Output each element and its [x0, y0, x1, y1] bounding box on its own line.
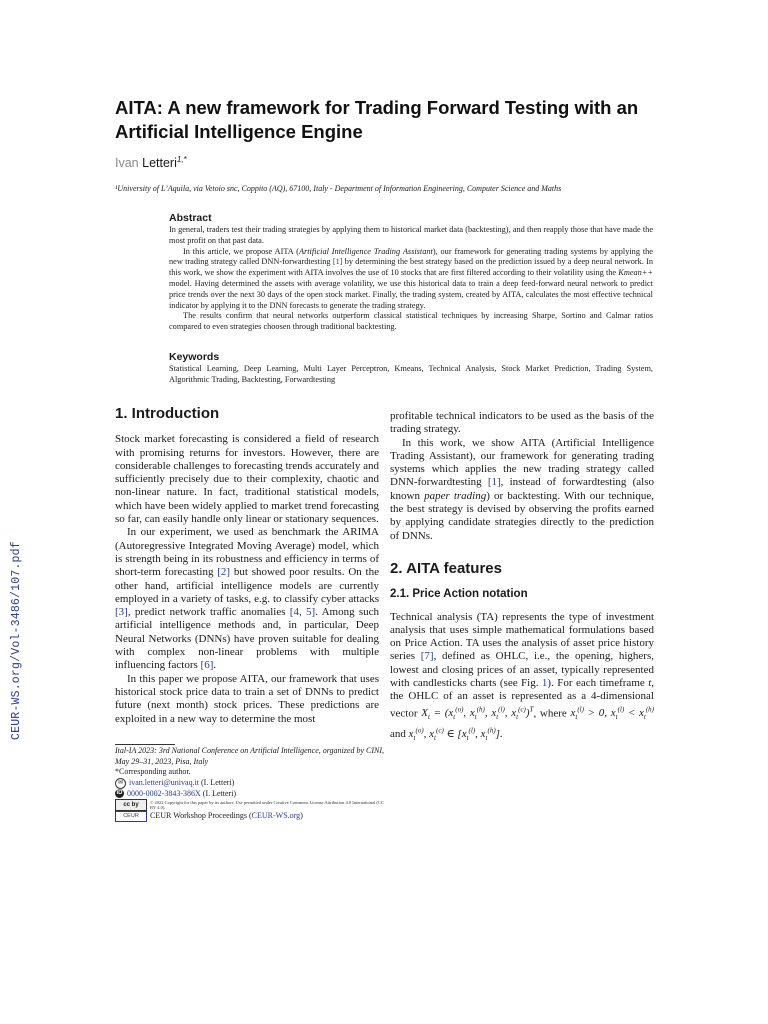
abstract-paragraph: The results confirm that neural networks outperform classical statistical techniques by increasing Sharpe, Sortino and Calmar ratios compared to even strategies choosen through traditional backtesting.: [169, 311, 653, 332]
keywords: [169, 351, 653, 386]
text-run: , predict network traffic anomalies: [127, 606, 290, 619]
intro-paragraph: [115, 526, 379, 672]
text-run: .: [213, 659, 217, 672]
footnotes: [115, 746, 385, 822]
corresponding-author-note: *Corresponding author.: [115, 767, 191, 776]
text-run: , where: [533, 707, 567, 720]
paper-title: AITA: A new framework for Trading Forward Testing with an Artificial Intelligence Engine: [115, 97, 639, 142]
text-run: by determining the best strategy based on the prediction issued by a deep neural network. In this work, we show the experiment with AITA involves the use of 10 stocks that are first filtered according to their volatility using the: [169, 257, 654, 278]
citation-link[interactable]: [7]: [420, 650, 434, 663]
text-run: In this article, we propose AITA (: [183, 246, 299, 256]
text-run: model. Having determined the assets with average volatility, we use this historical data to train a deep feed-forward neural network to predict price trends over the next 30 days of the open stock market. Finally, the trading system, created by AITA, calculates the most effective technical indicator by applying it to the DNN forecasts to generate the trading strategy.: [169, 278, 653, 310]
abstract-paragraph: [169, 247, 653, 312]
figure-link[interactable]: 1: [541, 677, 548, 690]
conference-note: Ital-IA 2023: 3rd National Conference on Artificial Intelligence, organized by CINI, May 29–31, 2023, Pisa, Italy: [115, 746, 384, 766]
copyright-text: © 2022 Copyright for this paper by its authors. Use permitted under Creative Commons License Attribution 4.0 International (CC BY 4.0).: [150, 799, 384, 810]
right-column: [390, 410, 654, 746]
subsection-heading-price-action: 2.1. Price Action notation: [390, 588, 528, 601]
text-run: ) or backtesting. With our technique, the best strategy is devised by observing the profits earned by applying candidate strategies directly to the prediction of DNNs.: [390, 489, 654, 542]
abstract-paragraph: In general, traders test their trading strategies by applying them to historical market data (backtesting), and then reapply those that have made the most profit on that past data.: [169, 225, 653, 245]
orcid-link[interactable]: 0000-0002-3843-386X: [127, 788, 201, 798]
text-run: ). For each timeframe: [547, 677, 649, 690]
text-run: t: [648, 677, 652, 690]
section-heading-aita-features: 2. AITA features: [390, 559, 502, 577]
side-watermark[interactable]: CEUR-WS.org/Vol-3486/107.pdf: [10, 541, 23, 740]
keywords-text: Statistical Learning, Deep Learning, Multi Layer Perceptron, Kmeans, Technical Analysis, Stock Market Prediction, Trading System, Algorithmic Trading, Backtesting, Forwardtesting: [169, 364, 653, 384]
intro-paragraph: [390, 437, 654, 543]
keywords-heading: Keywords: [169, 351, 220, 363]
text-run: , defined as OHLC, i.e., the opening, highers, lowest and closing prices of an asset, typically represented with candlesticks charts (see Fig.: [390, 650, 654, 690]
footnote-rule: [115, 744, 175, 745]
left-column: [115, 407, 379, 726]
citation-link[interactable]: [3]: [115, 606, 128, 619]
text-run: In our experiment, we used as benchmark the ARIMA (Autoregressive Integrated Moving Average) model, which is strength being in its robustness and efficiency in terms of short-term forecasting: [115, 526, 379, 579]
text-run: Kmean++: [618, 268, 653, 278]
text-run: but showed poor results. On the other hand, artificial intelligence models are currently employed in a variety of tasks, e.g. to classify cyber attacks: [115, 566, 379, 605]
abstract: [169, 212, 653, 333]
author-last-name: Letteri: [142, 156, 177, 171]
ceur-line: [115, 811, 385, 822]
section-heading-introduction: 1. Introduction: [115, 405, 220, 422]
text-run: ), our framework for generating trading systems by applying the new trading strategy called DNN-forwardtesting: [169, 246, 653, 267]
abstract-text: [169, 225, 653, 333]
affiliation: ¹University of L’Aquila, via Vetoio snc, Coppito (AQ), 67100, Italy - Department of Information Engineering, Computer Science and Maths: [115, 184, 562, 193]
ohlc-vector-formula: $X_t = (x_t^{(o)}$, $x_t^{(h)}$, $x_t^{(l)}$, $x_t^{(c)})^T$: [421, 705, 534, 722]
text-run: , instead of forwardtesting (also known: [390, 476, 654, 502]
citation-link[interactable]: [6]: [200, 659, 214, 672]
intro-paragraph: In this paper we propose AITA, our framework that uses historical stock price data to train a set of DNNs to predict future (next month) stock prices. These predictions are exploited in a new way to determine the most: [115, 672, 379, 725]
intro-paragraph: Stock market forecasting is considered a field of research with promising returns for investors. However, there are considerable challenges to forecasting trends accurately and sufficiently precisely due to their complexity, chaotic and non-linear nature. In fact, traditional statistical models, which have been widely applied to market trend forecasting so far, can easily handle only linear or stationary sequences.: [115, 433, 379, 526]
ceur-link[interactable]: CEUR-WS.org: [251, 811, 301, 821]
author-marks: 1,*: [176, 155, 187, 164]
ohlc-constraints-formula: $x_t^{(l)} > 0$, $x_t^{(l)} < x_t^{(h)}$ and $x_t^{(o)}$, $x_t^{(c)}$ ∈ [$x_t^{(l)}$, $x_t^{(h)}$].: [390, 705, 655, 743]
text-run: paper trading: [424, 489, 487, 502]
text-run: (I. Letteri): [200, 788, 237, 798]
orcid-line: [115, 789, 385, 800]
text-run: Artificial Intelligence Trading Assistant: [298, 246, 433, 256]
copyright-line: [115, 799, 385, 811]
text-run: In this work, we show AITA (Artificial Intelligence Trading Assistant), our framework for generating trading systems which applies the new trading strategy called DNN-forwardtesting: [390, 436, 654, 489]
citation-link[interactable]: [1]: [332, 257, 343, 267]
ceur-logo: CEUR: [115, 811, 147, 822]
email-link[interactable]: ivan.letteri@univaq.it: [129, 777, 200, 787]
email-line: [115, 778, 385, 789]
citation-link[interactable]: [4, 5]: [289, 606, 316, 619]
author-first-name: Ivan: [115, 156, 139, 171]
orcid-icon: iD: [116, 790, 123, 797]
email-icon: ✉: [115, 778, 126, 789]
cc-license-badge[interactable]: cc by: [115, 799, 147, 811]
abstract-heading: Abstract: [169, 212, 212, 224]
ta-paragraph: [390, 611, 654, 746]
author-line: [115, 155, 187, 170]
citation-link[interactable]: [2]: [217, 566, 231, 579]
intro-paragraph-continued: profitable technical indicators to be used as the basis of the trading strategy.: [390, 410, 654, 436]
citation-link[interactable]: [1]: [487, 476, 501, 489]
text-run: Technical analysis (TA) represents the type of investment analysis that uses simple mathematical formulations based on Price Action. TA uses the analysis of asset price history series: [390, 610, 654, 663]
text-run: (I. Letteri): [199, 777, 235, 787]
text-run: ): [300, 811, 303, 821]
text-run: . Among such artificial intelligence methods and, in particular, Deep Neural Networks (DNNs) have proven suitable for dealing with complex non-linear problems with multiple influencing factors: [115, 606, 380, 672]
text-run: , the OHLC of an asset is represented as a 4-dimensional vector: [390, 677, 655, 720]
text-run: CEUR Workshop Proceedings (: [150, 811, 252, 821]
